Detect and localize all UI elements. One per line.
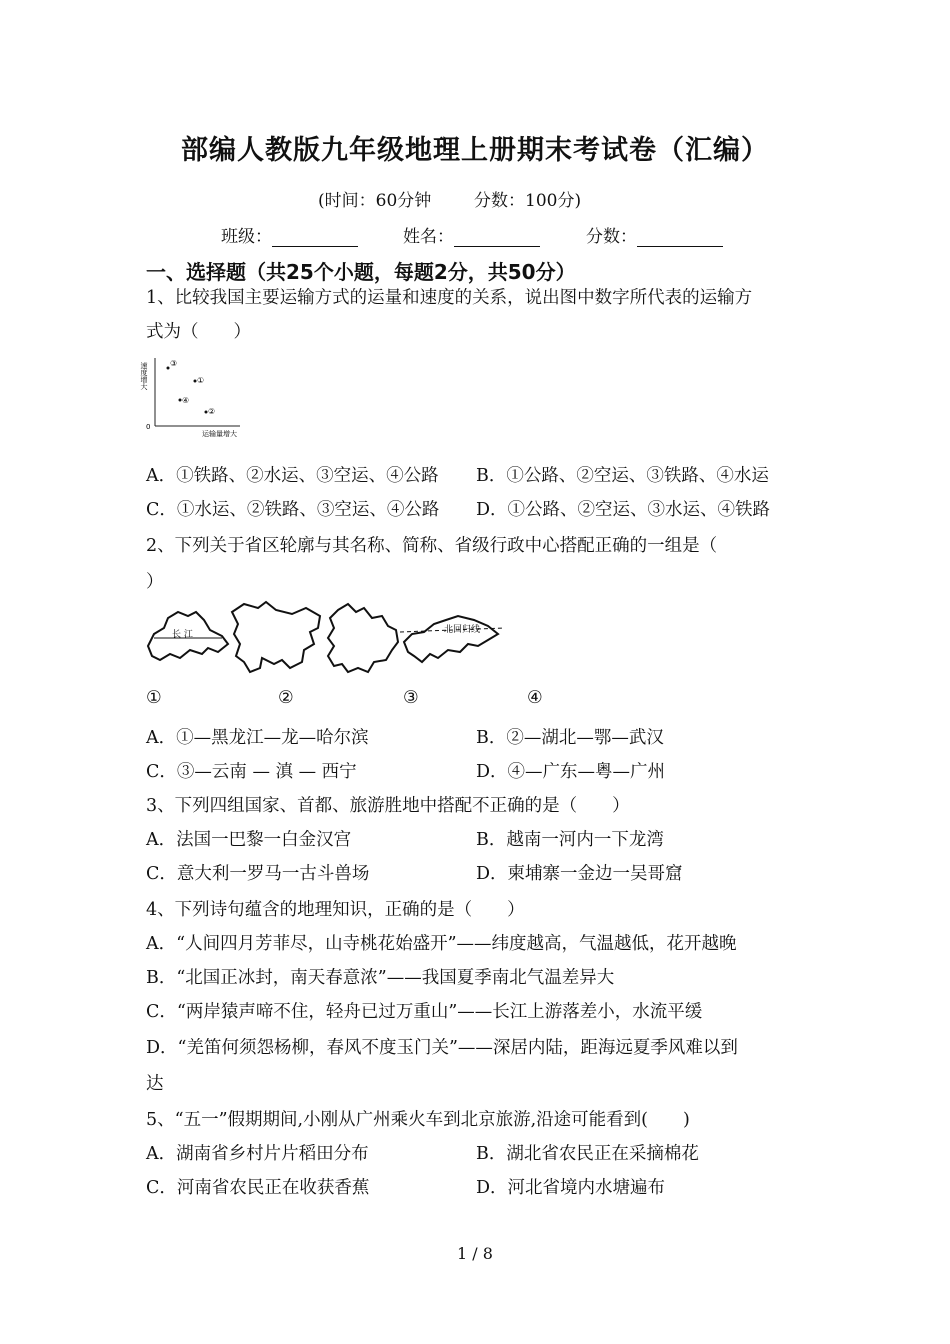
q3-option-d[interactable]: D．柬埔寨一金边一吴哥窟 (476, 864, 683, 884)
page-number: 1 / 8 (457, 1244, 493, 1263)
map-label-tropic: 北回归线 (444, 625, 481, 635)
q2-option-a[interactable]: A．①—黑龙江—龙—哈尔滨 (146, 728, 369, 748)
page-title: 部编人教版九年级地理上册期末考试卷（汇编） (181, 135, 769, 166)
q2-option-b[interactable]: B．②—湖北—鄂—武汉 (476, 728, 664, 748)
outline-yunnan (328, 604, 398, 672)
q2-province-outlines (142, 598, 506, 678)
q3-option-c[interactable]: C．意大利一罗马一古斗兽场 (146, 864, 370, 884)
q4-option-c[interactable]: C．“两岸猿声啼不住，轻舟已过万重山”——长江上游落差小，水流平缓 (146, 1002, 703, 1022)
q4-option-b[interactable]: B．“北国正冰封，南天春意浓”——我国夏季南北气温差异大 (146, 968, 615, 988)
q5-stem: 5、“五一”假期期间,小刚从广州乘火车到北京旅游,沿途可能看到( ) (146, 1110, 690, 1130)
chart-ylabel: 速度增大 (140, 362, 148, 390)
q2-figure-label-1: ① (146, 688, 162, 708)
q3-stem: 3、下列四组国家、首都、旅游胜地中搭配不正确的是（ ） (146, 796, 630, 816)
section-heading: 一、选择题（共25个小题，每题2分，共50分） (146, 260, 576, 284)
score-blank[interactable] (637, 228, 723, 247)
chart-point-label-1: ① (197, 376, 205, 385)
q1-stem-line1: 1、比较我国主要运输方式的运量和速度的关系，说出图中数字所代表的运输方 (146, 288, 753, 308)
q2-option-d[interactable]: D．④—广东—粤—广州 (476, 762, 666, 782)
chart-point-label-2: ② (208, 407, 216, 416)
q5-option-b[interactable]: B．湖北省农民正在采摘棉花 (476, 1144, 699, 1164)
chart-xlabel: 运输量增大 (202, 430, 237, 438)
exam-time: (时间：60分钟 (318, 191, 432, 211)
name-label: 姓名： (403, 227, 454, 247)
q3-option-b[interactable]: B．越南一河内一下龙湾 (476, 830, 664, 850)
q4-stem: 4、下列诗句蕴含的地理知识，正确的是（ ） (146, 900, 525, 920)
q2-stem-line1: 2、下列关于省区轮廓与其名称、简称、省级行政中心搭配正确的一组是（ (146, 536, 718, 556)
q1-transport-chart (142, 350, 247, 440)
q5-option-d[interactable]: D．河北省境内水塘遍布 (476, 1178, 666, 1198)
q2-figure-label-4: ④ (527, 688, 543, 708)
chart-origin: 0 (146, 423, 151, 431)
q2-figure-label-2: ② (278, 688, 294, 708)
class-blank[interactable] (272, 228, 358, 247)
exam-total-score: 分数：100分) (474, 191, 582, 211)
map-label-river: 长 江 (172, 630, 193, 640)
q1-option-d[interactable]: D．①公路、②空运、③水运、④铁路 (476, 500, 771, 520)
q4-option-a[interactable]: A．“人间四月芳菲尽，山寺桃花始盛开”——纬度越高，气温越低，花开越晚 (146, 934, 737, 954)
q1-option-b[interactable]: B．①公路、②空运、③铁路、④水运 (476, 466, 769, 486)
q2-option-c[interactable]: C．③—云南 — 滇 — 西宁 (146, 762, 357, 782)
class-field (221, 222, 358, 247)
q2-figure-label-3: ③ (403, 688, 419, 708)
chart-point-label-3: ③ (170, 359, 178, 368)
q2-stem-line2: ） (146, 572, 164, 592)
q4-option-d-cont: 达 (146, 1074, 164, 1094)
q5-option-a[interactable]: A．湖南省乡村片片稻田分布 (146, 1144, 369, 1164)
score-field (586, 222, 723, 247)
q1-stem-line2: 式为（ ） (146, 322, 251, 342)
outline-guangdong (404, 616, 498, 662)
name-field (403, 222, 540, 247)
class-label: 班级： (221, 227, 272, 247)
q1-option-a[interactable]: A．①铁路、②水运、③空运、④公路 (146, 466, 439, 486)
q3-option-a[interactable]: A．法国一巴黎一白金汉宫 (146, 830, 352, 850)
q4-option-d[interactable]: D．“羌笛何须怨杨柳，春风不度玉门关”——深居内陆，距海远夏季风难以到 (146, 1038, 738, 1058)
q5-option-c[interactable]: C．河南省农民正在收获香蕉 (146, 1178, 370, 1198)
name-blank[interactable] (454, 228, 540, 247)
score-label: 分数： (586, 227, 637, 247)
chart-point-label-4: ④ (182, 396, 190, 405)
q1-option-c[interactable]: C．①水运、②铁路、③空运、④公路 (146, 500, 440, 520)
outline-heilongjiang (232, 602, 320, 672)
